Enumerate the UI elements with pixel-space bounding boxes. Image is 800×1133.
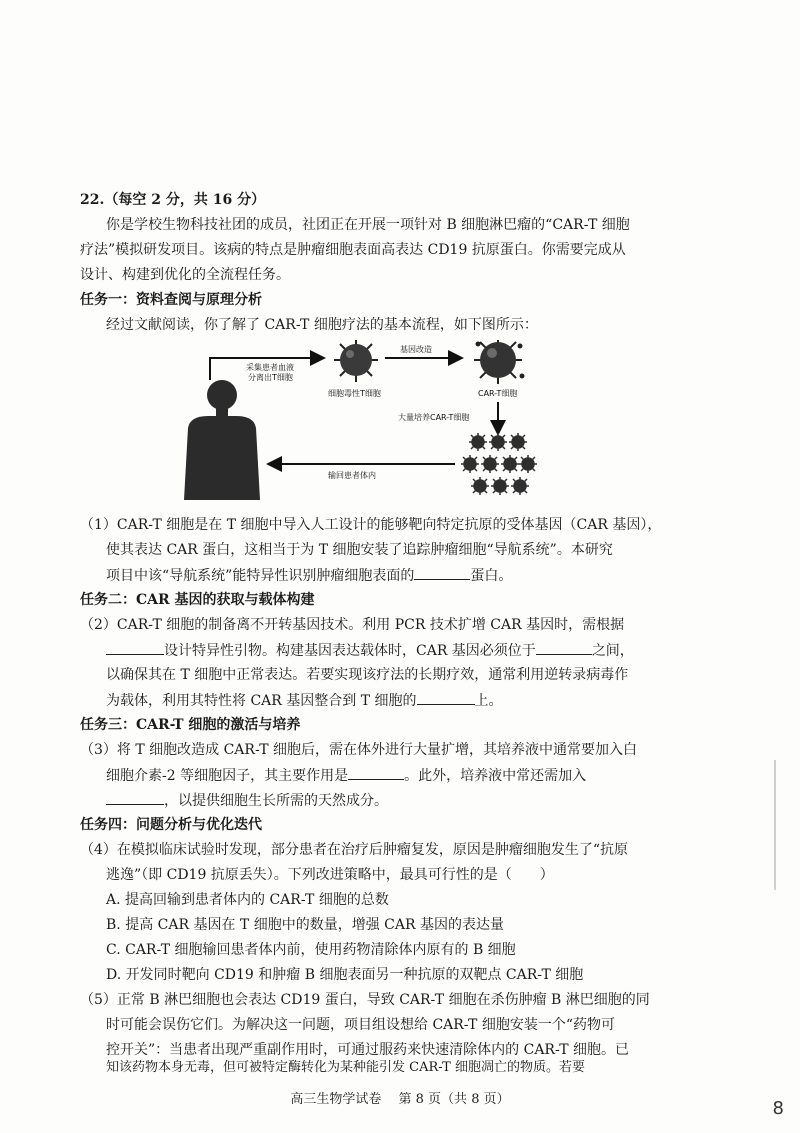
intro-line-1: 你是学校生物科技社团的成员，社团正在开展一项针对 B 细胞淋巴瘤的“CAR-T 细胞 [106, 217, 630, 233]
label-t-cell: 细胞毒性T细胞 [328, 389, 381, 398]
q2-line-4-text: 为载体，利用其特性将 CAR 基因整合到 T 细胞的 [106, 693, 417, 709]
label-culture: 大量培养CAR-T细胞 [398, 413, 470, 422]
expanded-cells-icon [461, 433, 537, 495]
q3-line-1: （3）将 T 细胞改造成 CAR-T 细胞后，需在体外进行大量扩增，其培养液中通常要加入白 [80, 742, 637, 758]
q2-line-2-text: 设计特异性引物。构建基因表达载体时，CAR 基因必须位于 [164, 643, 536, 659]
q2-answer-blank-1[interactable] [106, 640, 164, 655]
label-separate: 分离出T细胞 [248, 373, 293, 382]
q1-answer-blank[interactable] [414, 565, 470, 580]
q5-line-4: 知该药物本身无毒，但可被特定酶转化为某种能引发 CAR-T 细胞凋亡的物质。若要 [106, 1060, 585, 1075]
q2-line-3: 以确保其在 T 细胞中正常表达。若要实现该疗法的长期疗效，通常利用逆转录病毒作 [106, 667, 629, 683]
task4-title: 任务四：问题分析与优化迭代 [80, 817, 262, 833]
scan-edge-line [774, 760, 776, 890]
label-collect: 采集患者血液 [246, 363, 294, 372]
q1-line-2: 使其表达 CAR 蛋白，这相当于为 T 细胞安装了追踪肿瘤细胞“导航系统”。本研究 [106, 542, 613, 558]
intro-line-2: 疗法”模拟研发项目。该病的特点是肿瘤细胞表面高表达 CD19 抗原蛋白。你需要完成从 [80, 242, 626, 258]
q3-line-2-text: 细胞介素-2 等细胞因子，其主要作用是 [106, 768, 349, 784]
label-car-t: CAR-T细胞 [478, 389, 518, 398]
q4-option-b[interactable]: B. 提高 CAR 基因在 T 细胞中的数量，增强 CAR 基因的表达量 [106, 917, 504, 933]
task3-title: 任务三：CAR-T 细胞的激活与培养 [80, 717, 301, 733]
label-return: 输回患者体内 [328, 471, 376, 480]
cart-flow-diagram [170, 340, 550, 510]
q4-line-2: 逃逸”（即 CD19 抗原丢失）。下列改进策略中，最具可行性的是（ ） [106, 867, 554, 883]
q3-line-2-tail: 。此外，培养液中常还需加入 [404, 768, 587, 784]
question-header: 22.（每空 2 分，共 16 分） [80, 192, 266, 208]
q5-line-3: 控开关”：当患者出现严重副作用时，可通过服药来快速清除体内的 CAR-T 细胞。已 [106, 1042, 629, 1058]
q4-option-c[interactable]: C. CAR-T 细胞输回患者体内前，使用药物清除体内原有的 B 细胞 [106, 942, 516, 958]
q2-answer-blank-3[interactable] [417, 690, 475, 705]
task1-lead: 经过文献阅读，你了解了 CAR-T 细胞疗法的基本流程，如下图所示： [106, 317, 538, 333]
q2-line-4 [106, 690, 503, 711]
q2-line-1: （2）CAR-T 细胞的制备离不开转基因技术。利用 PCR 技术扩增 CAR 基因时，需根据 [80, 617, 625, 633]
q2-line-2 [106, 640, 634, 661]
page-corner-number: 8 [772, 1098, 784, 1119]
q5-line-2: 时可能会误伤它们。为解决这一问题，项目组设想给 CAR-T 细胞安装一个“药物可 [106, 1017, 615, 1033]
q1-line-3-tail: 蛋白。 [470, 568, 513, 584]
q2-answer-blank-2[interactable] [536, 640, 592, 655]
q2-line-2-tail: 之间， [591, 643, 634, 659]
task2-title: 任务二：CAR 基因的获取与载体构建 [80, 592, 315, 608]
q1-line-3 [106, 565, 512, 586]
intro-line-3: 设计、构建到优化的全流程任务。 [80, 267, 290, 283]
patient-silhouette-icon [184, 380, 260, 500]
q4-line-1: （4）在模拟临床试验时发现，部分患者在治疗后肿瘤复发，原因是肿瘤细胞发生了“抗原 [80, 842, 629, 858]
q5-line-1: （5）正常 B 淋巴细胞也会表达 CD19 蛋白，导致 CAR-T 细胞在杀伤肿瘤 B 淋巴细胞的同 [80, 992, 650, 1008]
q2-line-4-tail: 上。 [474, 693, 503, 709]
car-t-cell-icon [474, 340, 525, 384]
q4-option-d[interactable]: D. 开发同时靶向 CD19 和肿瘤 B 细胞表面另一种抗原的双靶点 CAR-T 细胞 [106, 967, 584, 983]
q3-line-3-text: ，以提供细胞生长所需的天然成分。 [164, 793, 388, 809]
q1-line-3-text: 项目中该“导航系统”能特异性识别肿瘤细胞表面的 [106, 568, 415, 584]
q4-option-a[interactable]: A. 提高回输到患者体内的 CAR-T 细胞的总数 [106, 892, 389, 908]
label-modify: 基因改造 [400, 345, 432, 354]
page-footer: 高三生物学试卷 第 8 页（共 8 页） [290, 1092, 510, 1107]
q3-answer-blank-2[interactable] [106, 790, 164, 805]
task1-title: 任务一：资料查阅与原理分析 [80, 292, 262, 308]
q3-line-3 [106, 790, 388, 811]
q3-line-2 [106, 765, 586, 786]
q1-line-1: （1）CAR-T 细胞是在 T 细胞中导入人工设计的能够靶向特定抗原的受体基因（CAR 基因）， [80, 517, 662, 533]
q3-answer-blank-1[interactable] [348, 765, 404, 780]
t-cell-icon [334, 340, 378, 382]
